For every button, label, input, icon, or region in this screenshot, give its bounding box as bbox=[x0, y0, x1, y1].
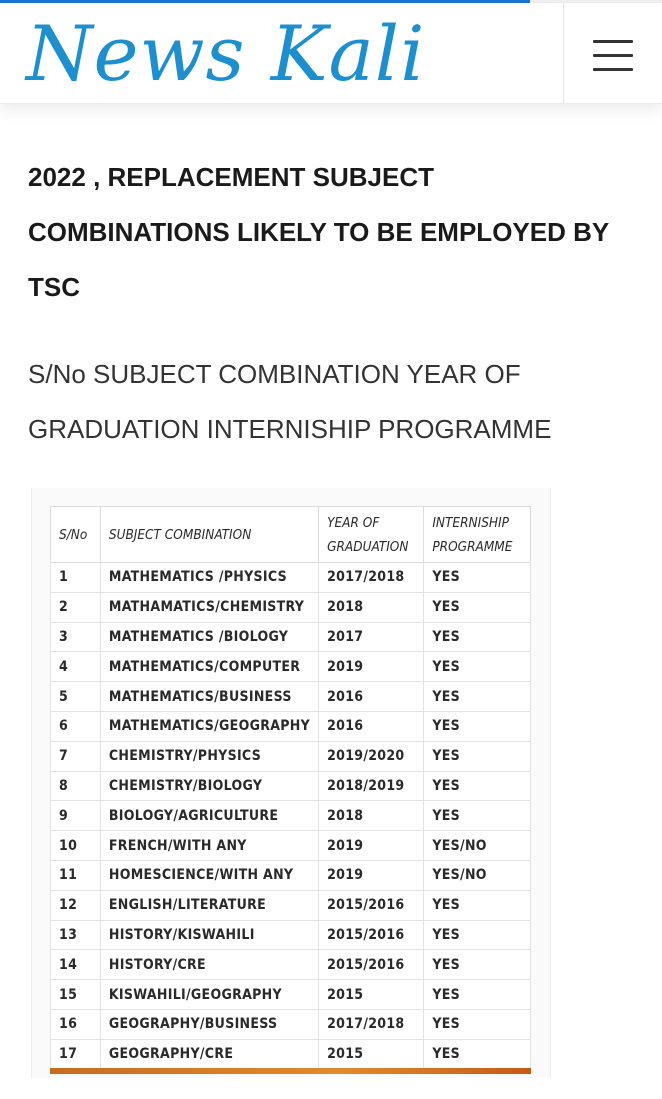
cell-year: 2015 bbox=[319, 980, 424, 1010]
cell-sno: 17 bbox=[51, 1039, 101, 1069]
cell-sno: 12 bbox=[51, 890, 101, 920]
menu-line bbox=[593, 68, 633, 71]
table-body bbox=[51, 563, 531, 1070]
table-row bbox=[51, 771, 531, 801]
cell-sno: 16 bbox=[51, 1009, 101, 1039]
table-row bbox=[51, 860, 531, 890]
site-logo-text: News Kali bbox=[26, 9, 426, 98]
cell-sno: 1 bbox=[51, 563, 101, 593]
cell-subject: MATHAMATICS/CHEMISTRY bbox=[100, 592, 318, 622]
cell-internship: YES bbox=[424, 920, 531, 950]
cell-sno: 14 bbox=[51, 950, 101, 980]
table-footer-bar bbox=[50, 1068, 531, 1074]
cell-subject: CHEMISTRY/PHYSICS bbox=[100, 741, 318, 771]
cell-internship: YES bbox=[424, 1039, 531, 1069]
table-row bbox=[51, 801, 531, 831]
table-row bbox=[51, 711, 531, 741]
cell-year: 2015/2016 bbox=[319, 890, 424, 920]
cell-internship: YES bbox=[424, 980, 531, 1010]
table-row bbox=[51, 920, 531, 950]
cell-year: 2015/2016 bbox=[319, 950, 424, 980]
combinations-table bbox=[50, 506, 531, 1070]
table-row bbox=[51, 563, 531, 593]
article-content bbox=[28, 150, 638, 457]
cell-sno: 5 bbox=[51, 682, 101, 712]
table-header-row bbox=[51, 507, 531, 563]
cell-internship: YES bbox=[424, 741, 531, 771]
cell-subject: FRENCH/WITH ANY bbox=[100, 831, 318, 861]
table-row bbox=[51, 890, 531, 920]
cell-internship: YES/NO bbox=[424, 831, 531, 861]
table-row bbox=[51, 980, 531, 1010]
cell-sno: 6 bbox=[51, 711, 101, 741]
table-row bbox=[51, 592, 531, 622]
header-sno: S/No bbox=[51, 507, 101, 563]
menu-line bbox=[593, 54, 633, 57]
cell-subject: MATHEMATICS/BUSINESS bbox=[100, 682, 318, 712]
cell-subject: MATHEMATICS /BIOLOGY bbox=[100, 622, 318, 652]
cell-year: 2017 bbox=[319, 622, 424, 652]
cell-sno: 10 bbox=[51, 831, 101, 861]
cell-internship: YES bbox=[424, 682, 531, 712]
cell-internship: YES bbox=[424, 563, 531, 593]
cell-year: 2015 bbox=[319, 1039, 424, 1069]
table-row bbox=[51, 682, 531, 712]
cell-subject: ENGLISH/LITERATURE bbox=[100, 890, 318, 920]
cell-year: 2017/2018 bbox=[319, 563, 424, 593]
cell-subject: HISTORY/CRE bbox=[100, 950, 318, 980]
cell-year: 2015/2016 bbox=[319, 920, 424, 950]
cell-internship: YES bbox=[424, 652, 531, 682]
cell-subject: MATHEMATICS/GEOGRAPHY bbox=[100, 711, 318, 741]
cell-sno: 7 bbox=[51, 741, 101, 771]
header-subject: SUBJECT COMBINATION bbox=[100, 507, 318, 563]
cell-subject: HOMESCIENCE/WITH ANY bbox=[100, 860, 318, 890]
site-header bbox=[0, 3, 662, 104]
cell-year: 2019 bbox=[319, 860, 424, 890]
cell-sno: 8 bbox=[51, 771, 101, 801]
cell-subject: GEOGRAPHY/CRE bbox=[100, 1039, 318, 1069]
header-divider bbox=[563, 3, 564, 104]
table-row bbox=[51, 1039, 531, 1069]
combinations-table-image bbox=[31, 488, 551, 1078]
cell-internship: YES bbox=[424, 592, 531, 622]
cell-subject: CHEMISTRY/BIOLOGY bbox=[100, 771, 318, 801]
cell-year: 2019 bbox=[319, 831, 424, 861]
table-row bbox=[51, 622, 531, 652]
cell-sno: 4 bbox=[51, 652, 101, 682]
article-intro: S/No SUBJECT COMBINATION YEAR OF GRADUATION INTERNISHIP PROGRAMME bbox=[28, 359, 552, 444]
hamburger-menu-icon[interactable] bbox=[580, 31, 646, 79]
cell-subject: HISTORY/KISWAHILI bbox=[100, 920, 318, 950]
cell-subject: MATHEMATICS /PHYSICS bbox=[100, 563, 318, 593]
header-year: YEAR OF GRADUATION bbox=[319, 507, 424, 563]
menu-line bbox=[593, 40, 633, 43]
table-row bbox=[51, 741, 531, 771]
cell-internship: YES bbox=[424, 890, 531, 920]
cell-subject: GEOGRAPHY/BUSINESS bbox=[100, 1009, 318, 1039]
cell-internship: YES bbox=[424, 711, 531, 741]
cell-sno: 11 bbox=[51, 860, 101, 890]
cell-internship: YES bbox=[424, 622, 531, 652]
cell-year: 2017/2018 bbox=[319, 1009, 424, 1039]
cell-internship: YES bbox=[424, 1009, 531, 1039]
cell-sno: 9 bbox=[51, 801, 101, 831]
table-row bbox=[51, 950, 531, 980]
cell-year: 2019 bbox=[319, 652, 424, 682]
cell-year: 2018 bbox=[319, 592, 424, 622]
cell-internship: YES bbox=[424, 801, 531, 831]
table-row bbox=[51, 1009, 531, 1039]
cell-year: 2016 bbox=[319, 682, 424, 712]
cell-year: 2019/2020 bbox=[319, 741, 424, 771]
header-internship: INTERNISHIP PROGRAMME bbox=[424, 507, 531, 563]
cell-subject: MATHEMATICS/COMPUTER bbox=[100, 652, 318, 682]
cell-sno: 13 bbox=[51, 920, 101, 950]
site-logo[interactable] bbox=[26, 7, 425, 101]
cell-sno: 2 bbox=[51, 592, 101, 622]
cell-year: 2018 bbox=[319, 801, 424, 831]
cell-sno: 3 bbox=[51, 622, 101, 652]
cell-internship: YES bbox=[424, 771, 531, 801]
cell-internship: YES bbox=[424, 950, 531, 980]
cell-year: 2018/2019 bbox=[319, 771, 424, 801]
cell-year: 2016 bbox=[319, 711, 424, 741]
table-row bbox=[51, 831, 531, 861]
article-title: 2022 , REPLACEMENT SUBJECT COMBINATIONS LIKELY TO BE EMPLOYED BY TSC bbox=[28, 162, 609, 302]
table-row bbox=[51, 652, 531, 682]
cell-internship: YES/NO bbox=[424, 860, 531, 890]
cell-subject: KISWAHILI/GEOGRAPHY bbox=[100, 980, 318, 1010]
cell-subject: BIOLOGY/AGRICULTURE bbox=[100, 801, 318, 831]
cell-sno: 15 bbox=[51, 980, 101, 1010]
